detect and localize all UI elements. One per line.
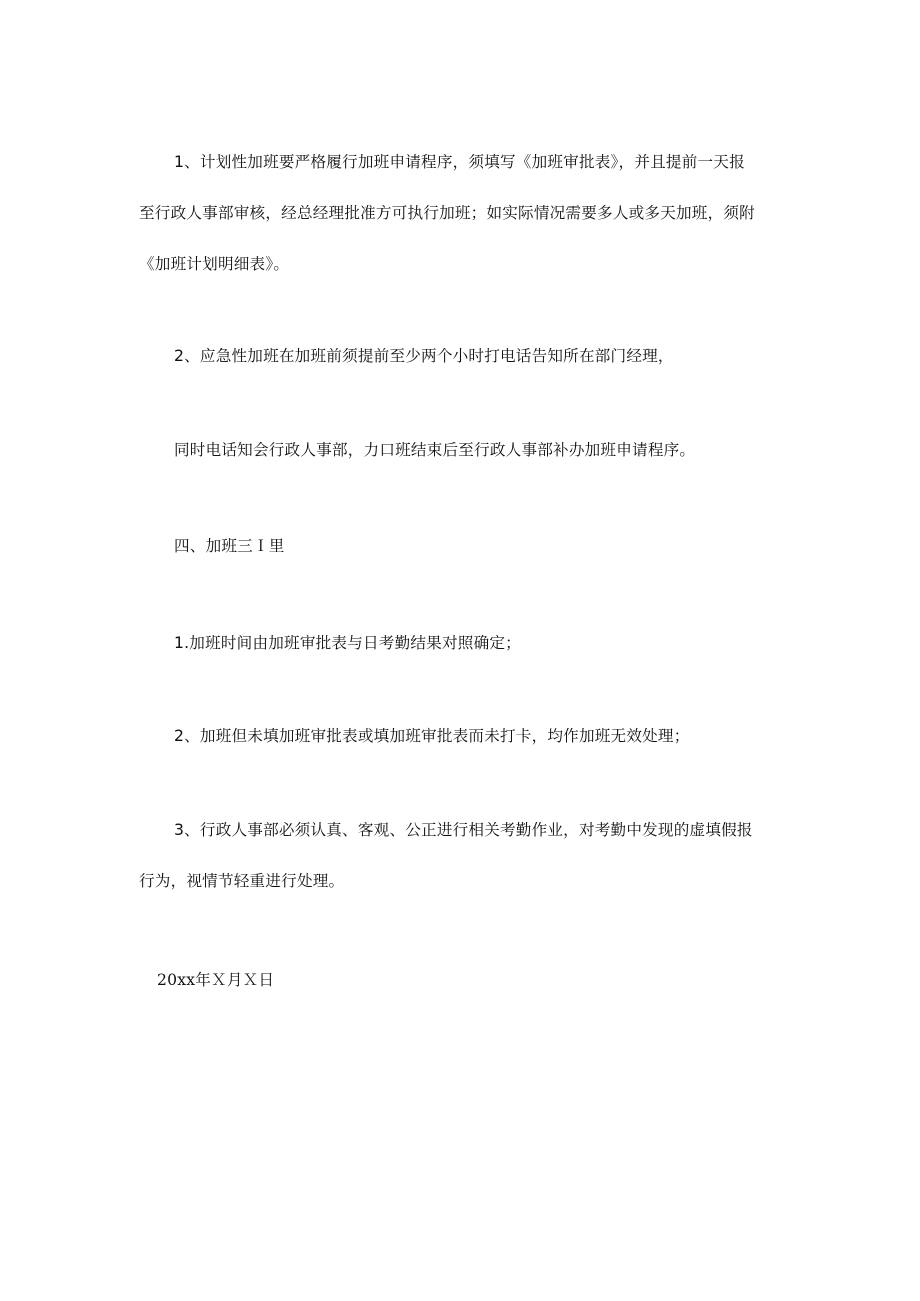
paragraph-line: 3、行政人事部必须认真、客观、公正进行相关考勤作业，对考勤中发现的虚填假报 — [174, 821, 753, 839]
document-date: 20xx年Ｘ月Ｘ日 — [157, 971, 275, 989]
paragraph-line: 1、计划性加班要严格履行加班申请程序，须填写《加班审批表》，并且提前一天报 — [174, 153, 745, 171]
section-heading-4: 四、加班三Ｉ里 — [174, 537, 285, 555]
paragraph-planned-overtime — [139, 137, 789, 290]
paragraph-emergency-overtime: 2、应急性加班在加班前须提前至少两个小时打电话告知所在部门经理， — [174, 347, 674, 365]
paragraph-line: 《加班计划明细表》。 — [139, 255, 290, 273]
list-item-2: 2、加班但未填加班审批表或填加班审批表而未打卡，均作加班无效处理； — [174, 727, 690, 745]
paragraph-line: 行为，视情节轻重进行处理。 — [139, 872, 345, 890]
list-item-3 — [139, 805, 789, 907]
paragraph-line: 至行政人事部审核，经总经理批准方可执行加班；如实际情况需要多人或多天加班，须附 — [139, 204, 755, 222]
list-item-1: 1.加班时间由加班审批表与日考勤结果对照确定； — [174, 634, 521, 652]
paragraph-notify-hr: 同时电话知会行政人事部，力口班结束后至行政人事部补办加班申请程序。 — [174, 441, 696, 459]
